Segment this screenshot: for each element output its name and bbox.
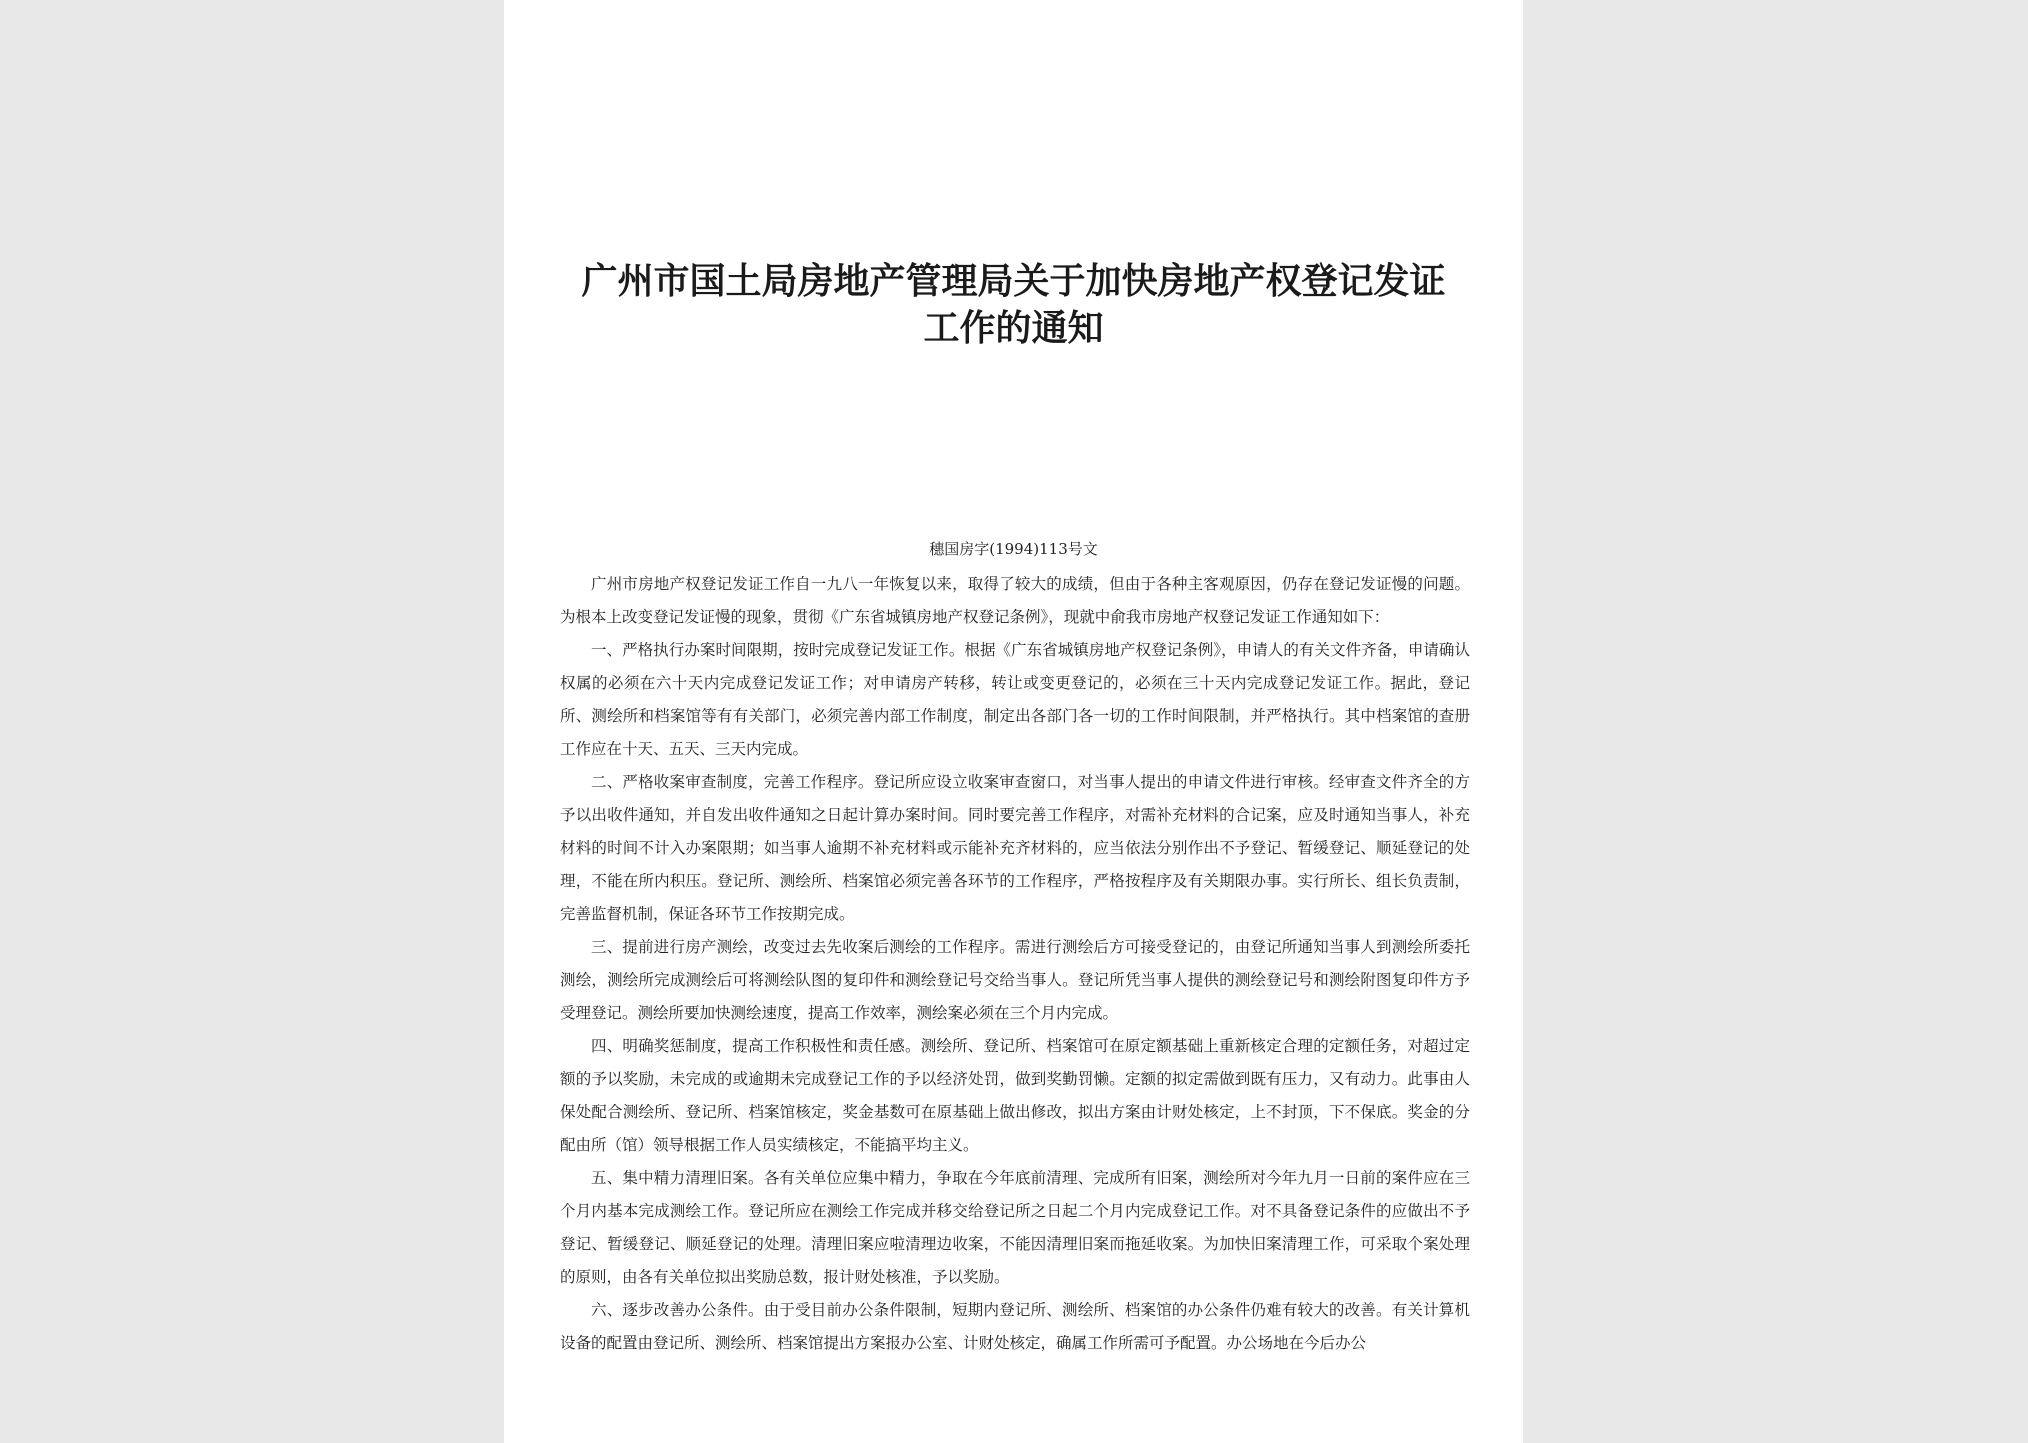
paragraph-item-6: 六、逐步改善办公条件。由于受目前办公条件限制，短期内登记所、测绘所、档案馆的办公条件仍难有较大的改善。有关计算机设备的配置由登记所、测绘所、档案馆提出方案报办公室、计财处核定，确属工作所需可予配置。办公场地在今后办公 — [560, 1301, 1470, 1352]
paragraph-intro: 广州市房地产权登记发证工作自一九八一年恢复以来，取得了较大的成绩，但由于各种主客观原因，仍存在登记发证慢的问题。为根本上改变登记发证慢的现象，贯彻《广东省城镇房地产权登记条例》，现就中俞我市房地产权登记发证工作通知如下： — [560, 575, 1470, 626]
title-line-1: 广州市国土局房地产管理局关于加快房地产权登记发证 — [581, 261, 1446, 302]
paragraph-item-3: 三、提前进行房产测绘，改变过去先收案后测绘的工作程序。需进行测绘后方可接受登记的，由登记所通知当事人到测绘所委托测绘，测绘所完成测绘后可将测绘队图的复印件和测绘登记号交给当事人。登记所凭当事人提供的测绘登记号和测绘附图复印件方予受理登记。测绘所要加快测绘速度，提高工作效率，测绘案必须在三个月内完成。 — [560, 938, 1470, 1022]
document-title — [504, 258, 1523, 352]
paragraph-item-2: 二、严格收案审查制度，完善工作程序。登记所应设立收案审查窗口，对当事人提出的申请文件进行审核。经审查文件齐全的方予以出收件通知，并自发出收件通知之日起计算办案时间。同时要完善工作程序，对需补充材料的合记案，应及时通知当事人，补充材料的时间不计入办案限期；如当事人逾期不补充材料或示能补充齐材料的，应当依法分别作出不予登记、暂缓登记、顺延登记的处理，不能在所内积压。登记所、测绘所、档案馆必须完善各环节的工作程序，严格按程序及有关期限办事。实行所长、组长负责制，完善监督机制，保证各环节工作按期完成。 — [560, 773, 1470, 923]
document-number: 穗国房字(1994)113号文 — [929, 540, 1098, 558]
title-line-2: 工作的通知 — [923, 308, 1104, 349]
paragraph-item-1: 一、严格执行办案时间限期，按时完成登记发证工作。根据《广东省城镇房地产权登记条例》，申请人的有关文件齐备，申请确认权属的必须在六十天内完成登记发证工作；对申请房产转移，转让或变更登记的，必须在三十天内完成登记发证工作。据此，登记所、测绘所和档案馆等有有关部门，必须完善内部工作制度，制定出各部门各一切的工作时间限制，并严格执行。其中档案馆的查册工作应在十天、五天、三天内完成。 — [560, 641, 1470, 758]
paragraph-item-4: 四、明确奖惩制度，提高工作积极性和责任感。测绘所、登记所、档案馆可在原定额基础上重新核定合理的定额任务，对超过定额的予以奖励，未完成的或逾期未完成登记工作的予以经济处罚，做到奖勤罚懒。定额的拟定需做到既有压力，又有动力。此事由人保处配合测绘所、登记所、档案馆核定，奖金基数可在原基础上做出修改，拟出方案由计财处核定，上不封顶，下不保底。奖金的分配由所（馆）领导根据工作人员实绩核定，不能搞平均主义。 — [560, 1037, 1470, 1154]
document-body — [560, 568, 1470, 1360]
document-page — [504, 0, 1523, 1443]
paragraph-item-5: 五、集中精力清理旧案。各有关单位应集中精力，争取在今年底前清理、完成所有旧案，测绘所对今年九月一日前的案件应在三个月内基本完成测绘工作。登记所应在测绘工作完成并移交给登记所之日起二个月内完成登记工作。对不具备登记条件的应做出不予登记、暂缓登记、顺延登记的处理。清理旧案应啦清理边收案，不能因清理旧案而拖延收案。为加快旧案清理工作，可采取个案处理的原则，由各有关单位拟出奖励总数，报计财处核准，予以奖励。 — [560, 1169, 1470, 1286]
